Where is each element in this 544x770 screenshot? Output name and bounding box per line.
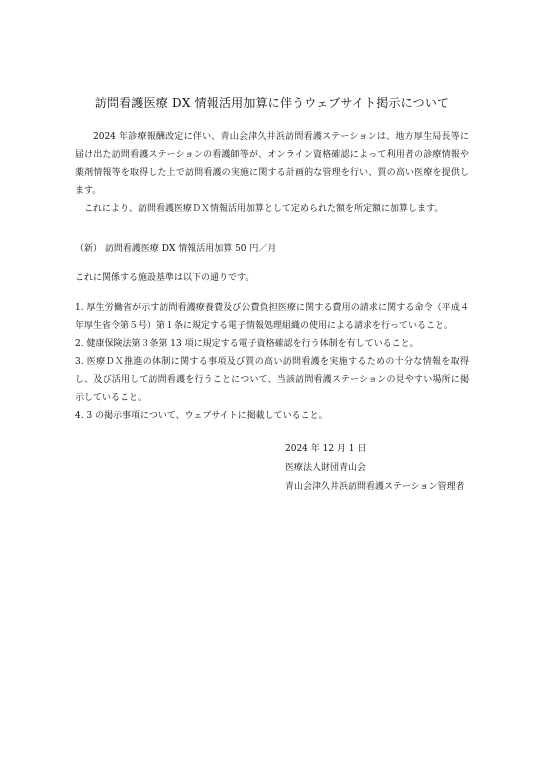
signature-block bbox=[285, 440, 464, 497]
addition-paragraph: これにより、訪問看護医療ＤＸ情報活用加算として定められた額を所定額に加算します。 bbox=[84, 204, 444, 214]
criteria-item-4: 4. 3 の掲示事項について、ウェブサイトに掲載していること。 bbox=[75, 411, 328, 421]
document-title: 訪問看護医療 DX 情報活用加算に伴うウェブサイト掲示について bbox=[94, 96, 450, 110]
fee-line: （新） 訪問看護医療 DX 情報活用加算 50 円／月 bbox=[75, 244, 277, 254]
criteria-item-1: 1. 厚生労働省が示す訪問看護療養費及び公費負担医療に関する費用の請求に関する命令（平成４年厚生省令第５号）第１条に規定する電子情報処理組織の使用による請求を行っていること。 bbox=[75, 303, 469, 331]
criteria-item-2: 2. 健康保険法第３条第 13 項に規定する電子資格確認を行う体制を有していること。 bbox=[75, 339, 419, 349]
signature-date: 2024 年 12 月 1 日 bbox=[285, 444, 367, 454]
signature-organization: 医療法人財団青山会 bbox=[285, 463, 367, 473]
criteria-item-3: 3. 医療ＤＸ推進の体制に関する事項及び質の高い訪問看護を実施するための十分な情報を取得し、及び活用して訪問看護を行うことについて、当該訪問看護ステーションの見やすい場所に掲示していること。 bbox=[75, 357, 469, 403]
intro-paragraph: 2024 年診療報酬改定に伴い、青山会津久井浜訪問看護ステーションは、地方厚生局長等に届け出た訪問看護ステーションの看護師等が、オンライン資格確認によって利用者の診療情報や薬剤情報等を取得した上で訪問看護の実施に関する計画的な管理を行い、質の高い医療を提供します。 bbox=[75, 132, 469, 196]
signature-station: 青山会津久井浜訪問看護ステーション管理者 bbox=[285, 482, 465, 492]
criteria-list bbox=[75, 299, 469, 425]
criteria-intro: これに関係する施設基準は以下の通りです。 bbox=[75, 273, 255, 283]
